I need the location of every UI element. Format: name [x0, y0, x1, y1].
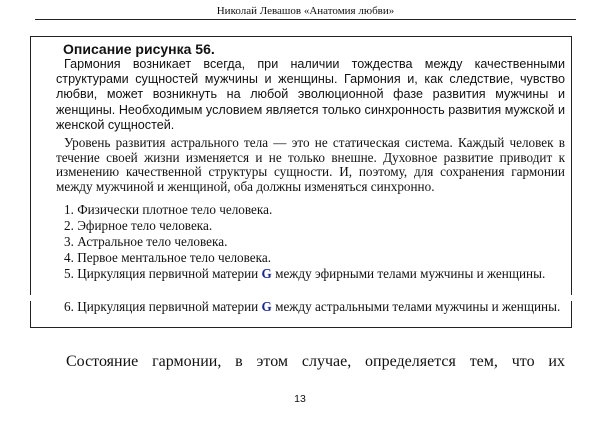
matter-g-symbol: G — [261, 299, 272, 314]
legend-item-1: 1. Физически плотное тело человека. — [64, 202, 273, 217]
legend-item-4: 4. Первое ментальное тело человека. — [64, 250, 272, 265]
legend-item-5-text-after: между эфирными телами мужчины и женщины. — [271, 266, 546, 281]
legend-item-5-text-before: 5. Циркуляция первичной материи — [64, 266, 262, 281]
page-number: 13 — [294, 393, 306, 405]
box-border-gap-left — [30, 295, 33, 301]
caption-paragraph-2: Уровень развития астрального тела — это не статическая система. Каждый человек в течение своей жизни изменяется и не только внешне. Духовное развитие приводит к изменению качественной структуры сущности. И, поэтому, для сохранения гармонии между мужчиной и женщиной, оба должны изменяться синхронно. — [56, 135, 565, 195]
body-paragraph: Состояние гармонии, в этом случае, определяется тем, что их — [66, 353, 565, 370]
legend-item-6-text-after: между астральными телами мужчины и женщины. — [271, 299, 561, 314]
header-rule — [35, 19, 576, 20]
matter-g-symbol: G — [261, 266, 272, 281]
legend-item-2: 2. Эфирное тело человека. — [64, 218, 213, 233]
caption-paragraph-1: Гармония возникает всегда, при наличии тождества между качественными структурами сущностей мужчины и женщины. Гармония и, как следствие, чувство любви, может возникнуть на любой эволюционной фазе развития мужчины и женщины. Необходимым условием является только синхронность развития мужской и женской сущностей. — [56, 57, 565, 132]
legend-item-6 — [56, 299, 565, 314]
legend-item-5 — [56, 266, 565, 281]
legend-item-3: 3. Астральное тело человека. — [64, 234, 228, 249]
legend-item-6-text-before: 6. Циркуляция первичной материи — [64, 299, 262, 314]
running-header: Николай Левашов «Анатомия любви» — [216, 5, 395, 17]
figure-caption-title: Описание рисунка 56. — [63, 41, 215, 57]
box-border-gap-right — [569, 295, 572, 301]
